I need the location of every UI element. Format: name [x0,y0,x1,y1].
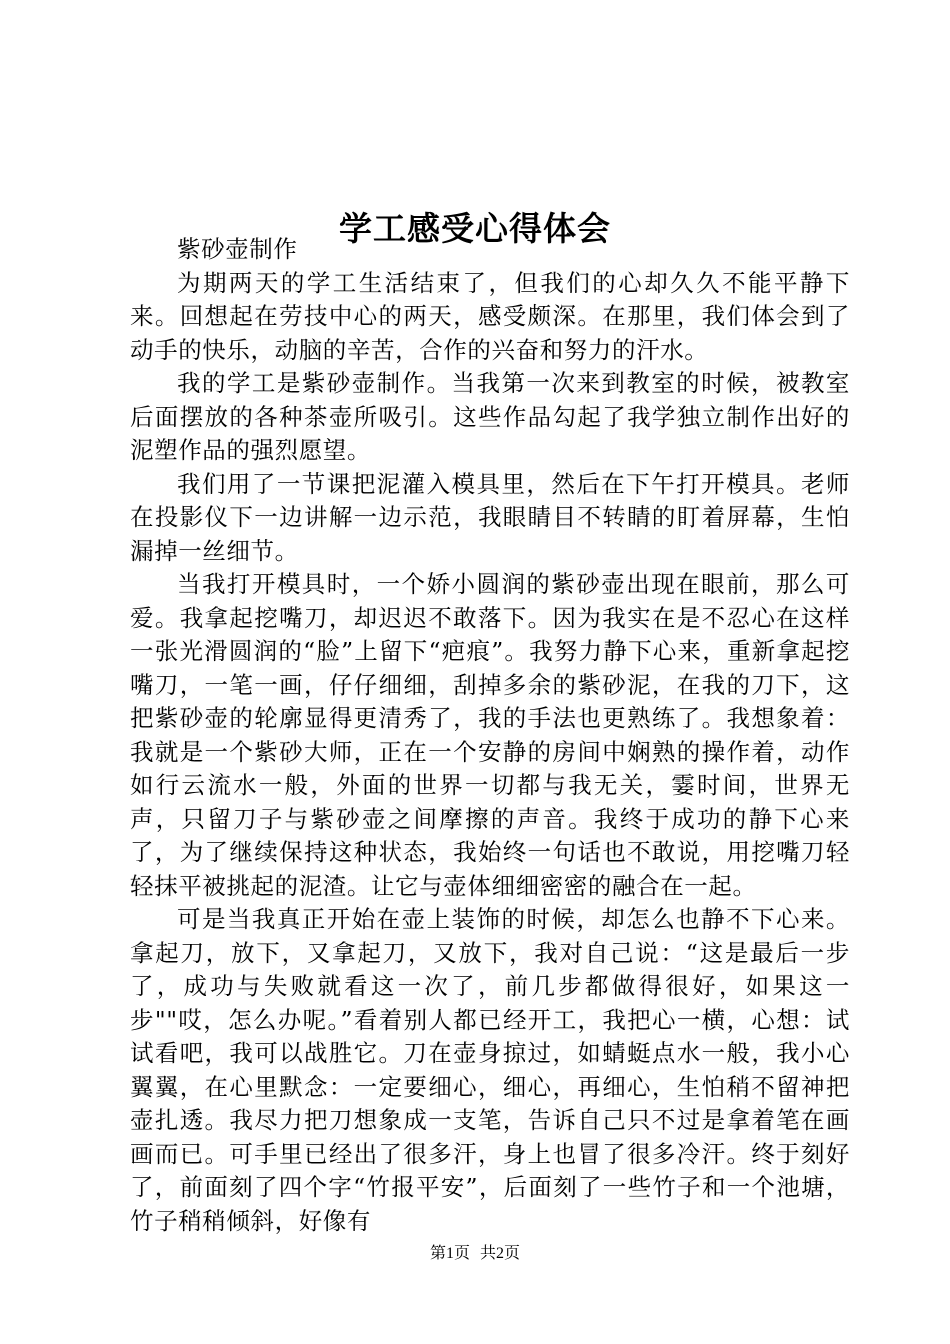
document-title: 学工感受心得体会 [339,209,611,249]
page-number: 第1页 [429,1245,470,1262]
document-body [130,233,850,1238]
body-paragraph: 为期两天的学工生活结束了，但我们的心却久久不能平静下来。回想起在劳技中心的两天，感受颇深。在那里，我们体会到了动手的快乐，动脑的辛苦，合作的兴奋和努力的汗水。 [130,268,850,364]
page-total: 共2页 [480,1245,521,1262]
page-footer [0,1242,950,1266]
subtitle-paragraph: 紫砂壶制作 [177,235,298,263]
body-paragraph: 我们用了一节课把泥灌入模具里，然后在下午打开模具。老师在投影仪下一边讲解一边示范，我眼睛目不转睛的盯着屏幕，生怕漏掉一丝细节。 [130,469,850,565]
body-paragraph: 我的学工是紫砂壶制作。当我第一次来到教室的时候，被教室后面摆放的各种茶壶所吸引。这些作品勾起了我学独立制作出好的泥塑作品的强烈愿望。 [130,369,850,464]
body-paragraph: 可是当我真正开始在壶上装饰的时候，却怎么也静不下心来。拿起刀，放下，又拿起刀，又放下，我对自己说：“这是最后一步了，成功与失败就看这一次了，前几步都做得很好，如果这一步""哎，怎么办呢。”看着别人都已经开工，我把心一横，心想：试试看吧，我可以战胜它。刀在壶身掠过，如蜻蜓点水一般，我小心翼翼，在心里默念：一定要细心，细心，再细心，生怕稍不留神把壶扎透。我尽力把刀想象成一支笔，告诉自己只不过是拿着笔在画画而已。可手里已经出了很多汗，身上也冒了很多冷汗。终于刻好了，前面刻了四个字“竹报平安”，后面刻了一些竹子和一个池塘，竹子稍稍倾斜，好像有 [130,905,850,1235]
body-paragraph: 当我打开模具时，一个娇小圆润的紫砂壶出现在眼前，那么可爱。我拿起挖嘴刀，却迟迟不敢落下。因为我实在是不忍心在这样一张光滑圆润的“脸”上留下“疤痕”。我努力静下心来，重新拿起挖嘴刀，一笔一画，仔仔细细，刮掉多余的紫砂泥，在我的刀下，这把紫砂壶的轮廓显得更清秀了，我的手法也更熟练了。我想象着：我就是一个紫砂大师，正在一个安静的房间中娴熟的操作着，动作如行云流水一般，外面的世界一切都与我无关，霎时间，世界无声，只留刀子与紫砂壶之间摩擦的声音。我终于成功的静下心来了，为了继续保持这种状态，我始终一句话也不敢说，用挖嘴刀轻轻抹平被挑起的泥渣。让它与壶体细细密密的融合在一起。 [130,570,850,900]
